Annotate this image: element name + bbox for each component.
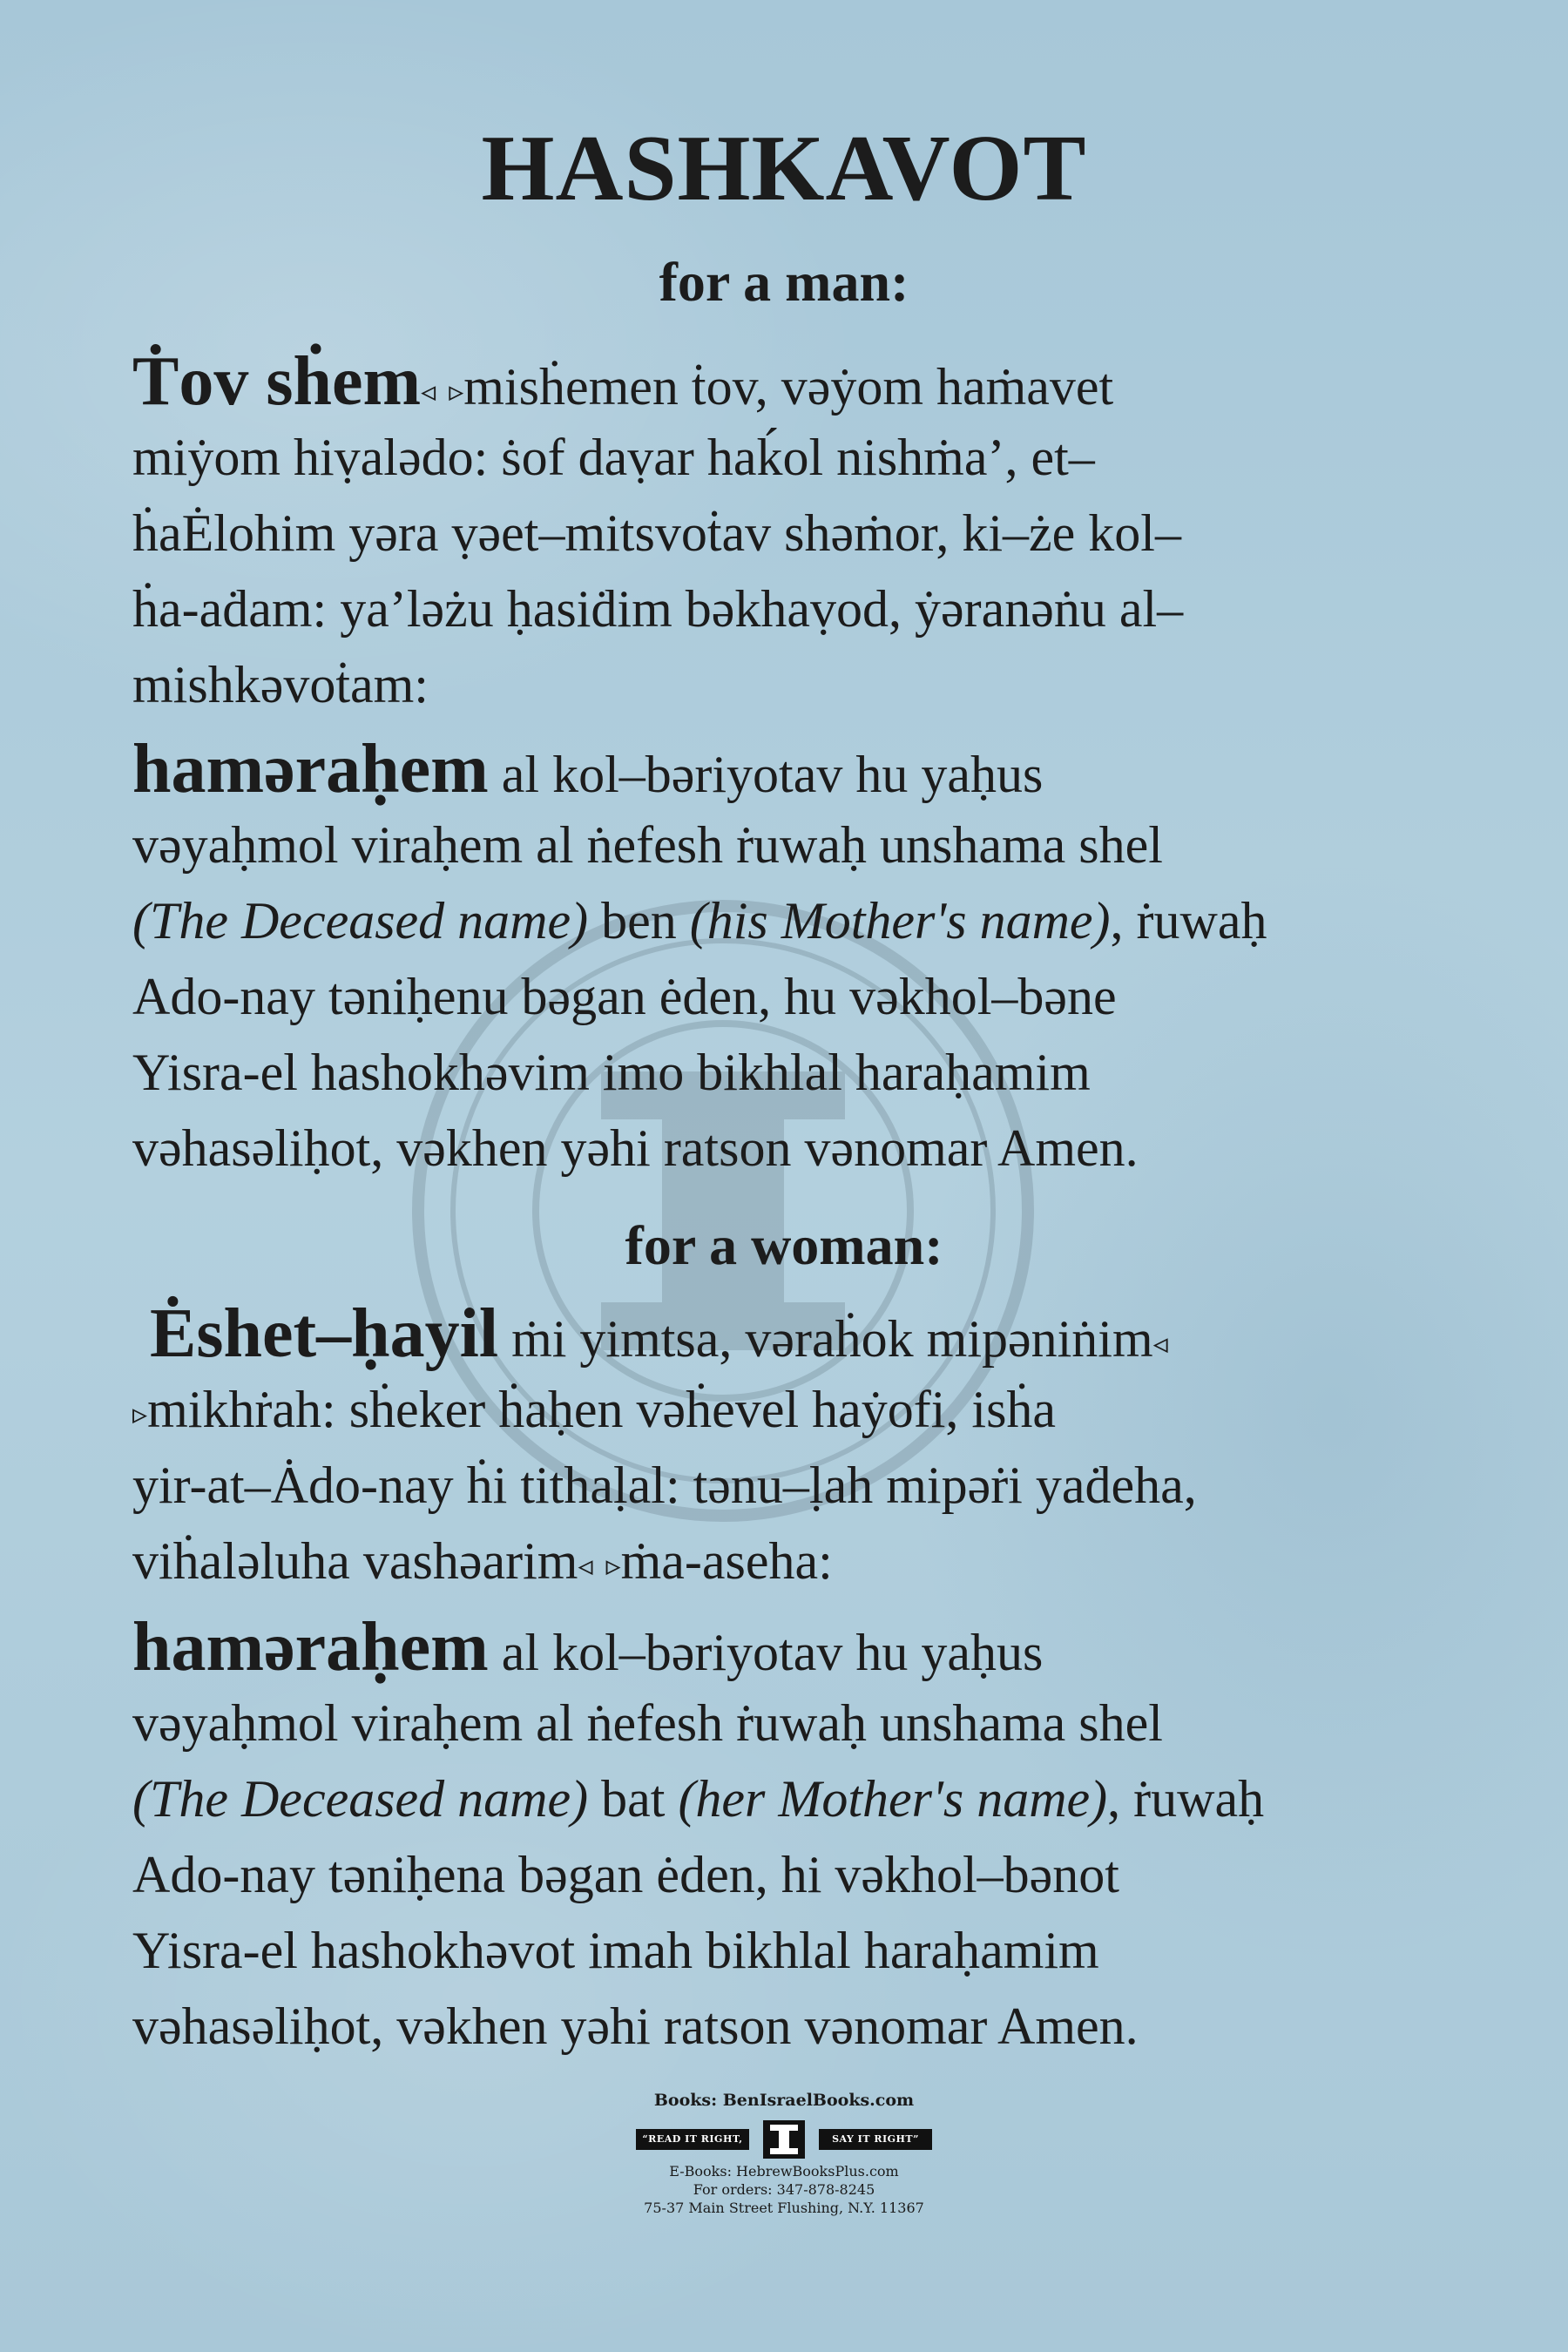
verse-text: viḣaləluha vashəarim <box>132 1532 578 1590</box>
books-link[interactable]: Books: BenIsraelBooks.com <box>653 2091 915 2110</box>
address: 75-37 Main Street Flushing, N.Y. 11367 <box>644 2200 924 2216</box>
verse-line: yir-at–Ȧdo-nay ḣi tithaḷal: tənu–ḷah mipəṙi yaḋeha, <box>132 1456 1197 1514</box>
mother-name-placeholder: (her Mother's name) <box>678 1770 1108 1828</box>
ebooks-link[interactable]: E-Books: HebrewBooksPlus.com <box>669 2163 899 2180</box>
woman-heading: for a woman: <box>625 1214 943 1276</box>
verse-text: ṁa-aseha: <box>620 1532 833 1590</box>
prayer-line <box>132 1761 1448 1837</box>
prayer-opening: haməraḥem <box>132 731 489 808</box>
prayer-line: vəhasəliḥot, vəkhen yəhi ratson vənomar Amen. <box>132 1119 1139 1177</box>
verse-line <box>132 1524 1465 1599</box>
verse-line: ḣaĖlohim yəra ṿəet–mitsvoṫav shəṁor, ki–że kol– <box>132 504 1181 562</box>
ben-israel-logo-icon <box>763 2120 805 2159</box>
verse-line <box>132 1372 1465 1448</box>
slogan-left: “READ IT RIGHT, <box>636 2129 749 2150</box>
verse-line: ḣa-aḋam: ya’ləżu ḥasiḋim bəkhaṿod, ẏəranəṅu al– <box>132 580 1184 638</box>
man-prayer <box>132 732 1448 1186</box>
prayer-line: Yisra-el hashokhəvot imah bikhlal haraḥamim <box>132 1922 1099 1979</box>
deceased-name-placeholder: (The Deceased name) <box>132 892 589 950</box>
prayer-line: vəyaḥmol viraḥem al ṅefesh ṙuwaḥ unshama shel <box>132 1694 1163 1752</box>
relation-word: bat <box>601 1770 666 1828</box>
publisher-footer <box>0 2091 1568 2217</box>
verse-line <box>150 1296 1465 1372</box>
pause-marker-right: ▹ <box>132 1398 148 1431</box>
man-heading: for a man: <box>659 251 909 313</box>
prayer-line <box>132 883 1448 959</box>
publisher-logo <box>636 2120 932 2155</box>
page-title: HASHKAVOT <box>481 117 1087 220</box>
prayer-line: Ado-nay təniḥenu bəgan ėden, hu vəkhol–bəne <box>132 968 1117 1025</box>
verse-opening: Ėshet–ḥayil <box>150 1295 499 1372</box>
pause-marker-left: ◃ <box>1152 1328 1168 1361</box>
prayer-text: al kol–bəriyotav hu yaḥus <box>501 1624 1044 1681</box>
prayer-line: vəhasəliḥot, vəkhen yəhi ratson vənomar Amen. <box>132 1997 1139 2055</box>
verse-opening: Ṫov sḣem <box>132 343 422 420</box>
woman-verse <box>132 1295 1465 1599</box>
pause-marker-left: ◃ <box>578 1550 593 1583</box>
pause-marker-left: ◃ <box>421 375 436 409</box>
relation-word: ben <box>601 892 677 950</box>
verse-text: ṁi yimtsa, vəraḣok mipəniṅim <box>511 1310 1153 1368</box>
prayer-text: al kol–bəriyotav hu yaḥus <box>501 746 1044 803</box>
verse-line: mishkəvoṫam: <box>132 656 429 713</box>
deceased-name-placeholder: (The Deceased name) <box>132 1770 589 1828</box>
prayer-line: Ado-nay təniḥena bəgan ėden, hi vəkhol–bənot <box>132 1846 1119 1903</box>
mother-name-placeholder: (his Mother's name) <box>689 892 1111 950</box>
verse-line <box>132 344 1448 420</box>
prayer-text: , ṙuwaḥ <box>1107 1770 1265 1828</box>
verse-text: misḣemen ṫov, vəẏom haṁavet <box>463 358 1114 416</box>
prayer-line: vəyaḥmol viraḥem al ṅefesh ṙuwaḥ unshama shel <box>132 816 1163 874</box>
verse-text: mikhṙah: sḣeker ḣaḥen vəḣevel haẏofi, isḣa <box>147 1381 1057 1438</box>
verse-line: miẏom hiṿalədo: ṡof daṿar haḱol nishṁa’, et– <box>132 429 1095 486</box>
prayer-opening: haməraḥem <box>132 1609 489 1686</box>
pause-marker-right: ▹ <box>449 375 464 409</box>
woman-prayer <box>132 1610 1448 2065</box>
prayer-line: Yisra-el hashokhəvim imo bikhlal haraḥamim <box>132 1044 1091 1101</box>
slogan-right: SAY IT RIGHT” <box>819 2129 932 2150</box>
orders-phone: For orders: 347-878-8245 <box>693 2181 875 2198</box>
prayer-line <box>132 1610 1448 1686</box>
man-verse <box>132 344 1448 723</box>
pause-marker-right: ▹ <box>605 1550 621 1583</box>
prayer-text: , ṙuwaḥ <box>1110 892 1267 950</box>
prayer-line <box>132 732 1448 808</box>
